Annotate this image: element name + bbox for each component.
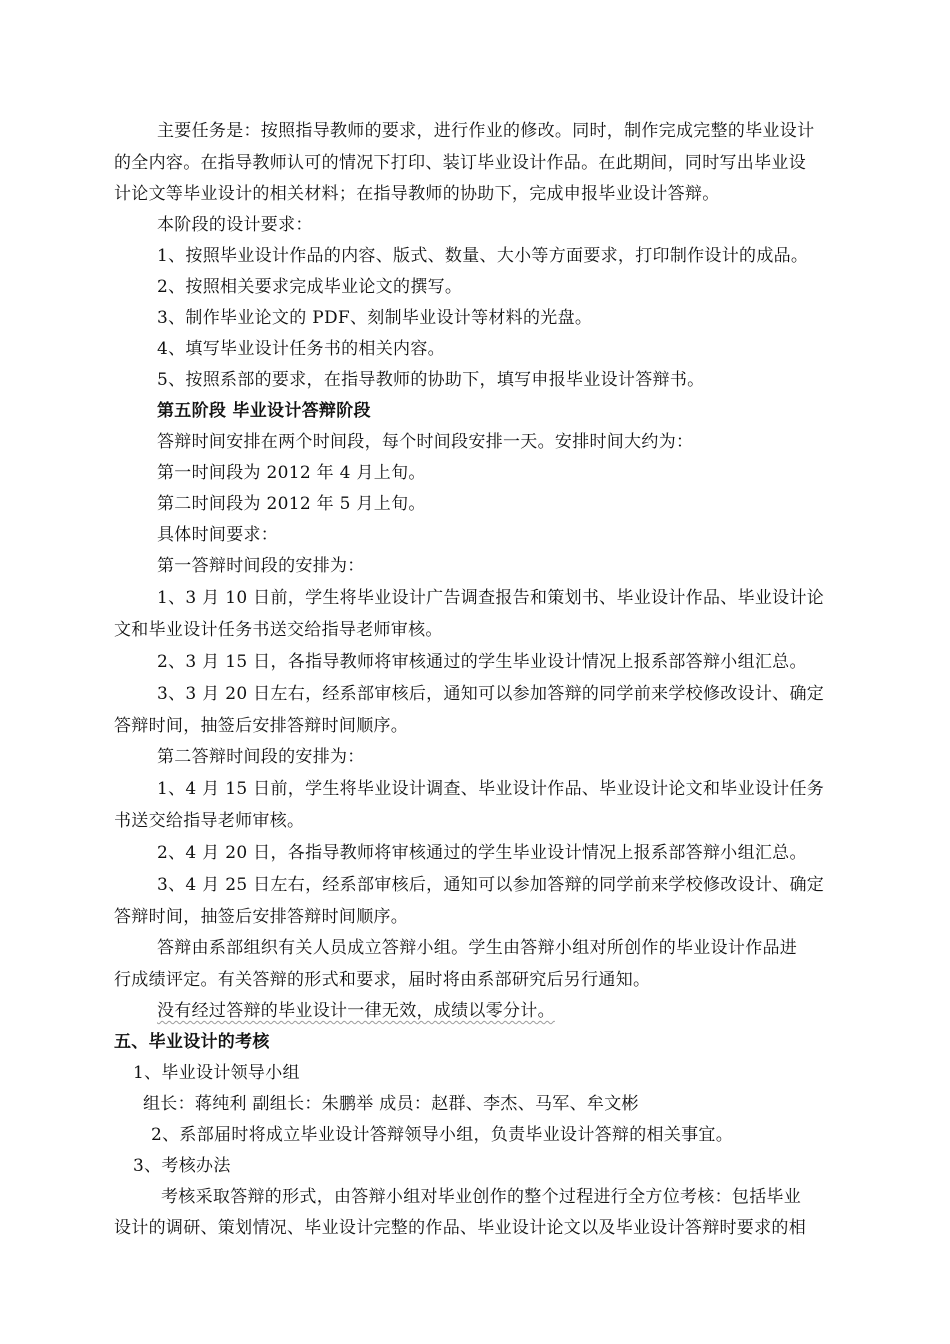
paragraph-line: 第一答辩时间段的安排为： bbox=[157, 556, 365, 576]
list-item: 答辩时间，抽签后安排答辩时间顺序。 bbox=[114, 907, 409, 927]
subsection-heading: 1、毕业设计领导小组 bbox=[133, 1063, 300, 1083]
paragraph-line: 答辩由系部组织有关人员成立答辩小组。学生由答辩小组对所创作的毕业设计作品进 bbox=[157, 938, 798, 958]
list-item: 2、4 月 20 日，各指导教师将审核通过的学生毕业设计情况上报系部答辩小组汇总。 bbox=[157, 843, 807, 863]
list-item: 5、按照系部的要求，在指导教师的协助下，填写申报毕业设计答辩书。 bbox=[157, 370, 705, 390]
list-item: 1、按照毕业设计作品的内容、版式、数量、大小等方面要求，打印制作设计的成品。 bbox=[157, 246, 809, 266]
paragraph-line: 第一时间段为 2012 年 4 月上旬。 bbox=[157, 463, 426, 483]
paragraph-line: 本阶段的设计要求： bbox=[157, 215, 313, 235]
paragraph-line: 第二答辩时间段的安排为： bbox=[157, 747, 365, 767]
list-item: 答辩时间，抽签后安排答辩时间顺序。 bbox=[114, 716, 409, 736]
list-item: 1、3 月 10 日前，学生将毕业设计广告调查报告和策划书、毕业设计作品、毕业设计论 bbox=[157, 588, 825, 608]
paragraph-line: 考核采取答辩的形式，由答辩小组对毕业创作的整个过程进行全方位考核：包括毕业 bbox=[161, 1187, 802, 1207]
list-item: 3、制作毕业论文的 PDF、刻制毕业设计等材料的光盘。 bbox=[157, 308, 593, 328]
list-item: 书送交给指导老师审核。 bbox=[114, 811, 305, 831]
paragraph-line: 第二时间段为 2012 年 5 月上旬。 bbox=[157, 494, 426, 514]
paragraph-line: 答辩时间安排在两个时间段，每个时间段安排一天。安排时间大约为： bbox=[157, 432, 694, 452]
paragraph-line: 主要任务是：按照指导教师的要求，进行作业的修改。同时，制作完成完整的毕业设计 bbox=[157, 121, 815, 141]
paragraph-line: 计论文等毕业设计的相关材料；在指导教师的协助下，完成申报毕业设计答辩。 bbox=[114, 184, 720, 204]
list-item: 3、4 月 25 日左右，经系部审核后，通知可以参加答辩的同学前来学校修改设计、确定 bbox=[157, 875, 825, 895]
member-line: 组长：蒋纯利 副组长：朱鹏举 成员：赵群、李杰、马军、牟文彬 bbox=[143, 1094, 639, 1114]
paragraph-line bbox=[157, 1000, 917, 1022]
list-item: 文和毕业设计任务书送交给指导老师审核。 bbox=[114, 620, 443, 640]
paragraph-line: 行成绩评定。有关答辩的形式和要求，届时将由系部研究后另行通知。 bbox=[114, 970, 651, 990]
section-heading: 第五阶段 毕业设计答辩阶段 bbox=[157, 401, 371, 421]
subsection-heading: 3、考核办法 bbox=[133, 1156, 231, 1176]
paragraph-line: 的全内容。在指导教师认可的情况下打印、装订毕业设计作品。在此期间，同时写出毕业设 bbox=[114, 153, 806, 173]
paragraph-line: 具体时间要求： bbox=[157, 525, 279, 545]
wavy-underlined-text: 没有经过答辩的毕业设计一律无效，成绩以零分计。 bbox=[157, 1001, 555, 1021]
list-item: 2、3 月 15 日，各指导教师将审核通过的学生毕业设计情况上报系部答辩小组汇总。 bbox=[157, 652, 807, 672]
list-item: 3、3 月 20 日左右，经系部审核后，通知可以参加答辩的同学前来学校修改设计、确定 bbox=[157, 684, 825, 704]
list-item: 4、填写毕业设计任务书的相关内容。 bbox=[157, 339, 445, 359]
paragraph-line: 设计的调研、策划情况、毕业设计完整的作品、毕业设计论文以及毕业设计答辩时要求的相 bbox=[114, 1218, 806, 1238]
section-heading: 五、毕业设计的考核 bbox=[114, 1032, 270, 1052]
list-item: 1、4 月 15 日前，学生将毕业设计调查、毕业设计作品、毕业设计论文和毕业设计任务 bbox=[157, 779, 825, 799]
list-item: 2、系部届时将成立毕业设计答辩领导小组，负责毕业设计答辩的相关事宜。 bbox=[151, 1125, 734, 1145]
list-item: 2、按照相关要求完成毕业论文的撰写。 bbox=[157, 277, 463, 297]
